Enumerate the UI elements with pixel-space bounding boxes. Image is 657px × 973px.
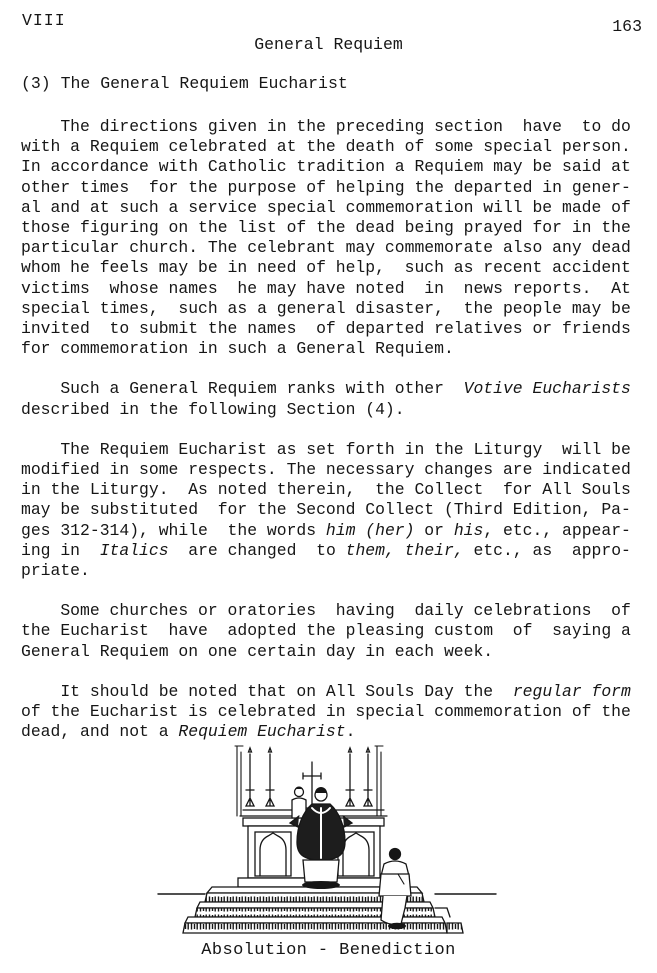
paragraph <box>21 117 631 359</box>
text-segment: priate. <box>21 561 90 581</box>
text-line <box>21 238 631 258</box>
text-line <box>21 621 631 641</box>
section-heading: (3) The General Requiem Eucharist <box>21 74 348 93</box>
text-segment: Such a General Requiem ranks with other <box>21 379 464 399</box>
italic-segment: him (her) <box>325 520 415 540</box>
text-segment: invited to submit the names of departed relatives or friends <box>21 319 631 339</box>
text-line <box>21 722 631 742</box>
text-line <box>21 521 631 541</box>
italic-segment: his <box>453 520 484 540</box>
text-segment: The directions given in the preceding section have to do <box>21 117 631 136</box>
italic-segment: them, their, <box>345 540 464 560</box>
text-segment: special times, such as a general disaster, the people may be <box>21 298 631 318</box>
chapter-label: VIII <box>22 11 66 30</box>
text-segment: , etc., appear- <box>483 520 631 540</box>
text-line <box>21 319 631 339</box>
altar-drawing-svg <box>100 742 520 940</box>
text-segment: other times for the purpose of helping the departed in gener- <box>21 177 631 197</box>
page-number: 163 <box>612 17 642 36</box>
candles <box>246 748 372 806</box>
text-segment: al and at such a service special commemoration will be made of <box>21 197 631 217</box>
text-segment: General Requiem on one certain day in each week. <box>21 641 494 661</box>
text-segment: or <box>414 520 454 540</box>
text-segment: ges 312-314), while the words <box>21 520 326 540</box>
text-segment: of the Eucharist is celebrated in special commemoration of the <box>21 702 631 722</box>
altar-illustration <box>100 742 520 940</box>
text-segment: ing in <box>21 540 100 560</box>
body-paragraphs <box>21 117 631 762</box>
text-segment: described in the following Section (4). <box>21 399 405 419</box>
paragraph <box>21 440 631 581</box>
figure-caption: Absolution - Benediction <box>201 941 456 960</box>
text-segment: are changed to <box>168 540 346 560</box>
text-segment: In accordance with Catholic tradition a Requiem may be said at <box>21 157 631 177</box>
text-line <box>21 117 631 137</box>
text-line <box>21 379 631 399</box>
text-segment: whom he feels may be in need of help, such as recent accident <box>21 258 631 278</box>
altar-steps <box>183 887 463 933</box>
text-segment: etc., as appro- <box>463 540 631 560</box>
text-segment: The Requiem Eucharist as set forth in the Liturgy will be <box>21 439 631 459</box>
text-line <box>21 541 631 561</box>
paragraph <box>21 379 631 419</box>
text-segment: with a Requiem celebrated at the death of some special person. <box>21 137 631 157</box>
text-segment: It should be noted that on All Souls Day the <box>21 681 513 701</box>
text-line <box>21 500 631 520</box>
text-line <box>21 480 631 500</box>
text-segment: particular church. The celebrant may commemorate also any dead <box>21 238 631 258</box>
text-line <box>21 258 631 278</box>
text-segment: those figuring on the list of the dead being prayed for in the <box>21 218 631 238</box>
italic-segment: Italics <box>99 540 169 560</box>
text-line <box>21 218 631 238</box>
text-line <box>21 157 631 177</box>
text-segment: Some churches or oratories having daily celebrations of <box>21 601 631 621</box>
running-title: General Requiem <box>254 35 403 54</box>
italic-segment: Requiem Eucharist <box>178 722 346 742</box>
text-segment: may be substituted for the Second Collect (Third Edition, Pa- <box>21 500 631 520</box>
text-segment: in the Liturgy. As noted therein, the Collect for All Souls <box>21 480 631 500</box>
text-segment: dead, and not a <box>21 722 179 742</box>
italic-segment: regular form <box>512 681 631 701</box>
paragraph <box>21 682 631 743</box>
text-line <box>21 682 631 702</box>
text-line <box>21 642 631 662</box>
text-line <box>21 400 631 420</box>
text-line <box>21 299 631 319</box>
text-line <box>21 460 631 480</box>
text-line <box>21 440 631 460</box>
text-segment: victims whose names he may have noted in news reports. At <box>21 278 631 298</box>
text-line <box>21 178 631 198</box>
text-line <box>21 137 631 157</box>
text-segment: for commemoration in such a General Requiem. <box>21 339 454 359</box>
text-line <box>21 279 631 299</box>
italic-segment: Votive Eucharists <box>463 379 631 399</box>
text-segment: the Eucharist have adopted the pleasing custom of saying a <box>21 621 631 641</box>
text-line <box>21 339 631 359</box>
text-segment: modified in some respects. The necessary changes are indicated <box>21 460 631 480</box>
text-line <box>21 198 631 218</box>
text-line <box>21 601 631 621</box>
text-line <box>21 561 631 581</box>
text-line <box>21 702 631 722</box>
text-segment: . <box>345 722 356 742</box>
paragraph <box>21 601 631 662</box>
